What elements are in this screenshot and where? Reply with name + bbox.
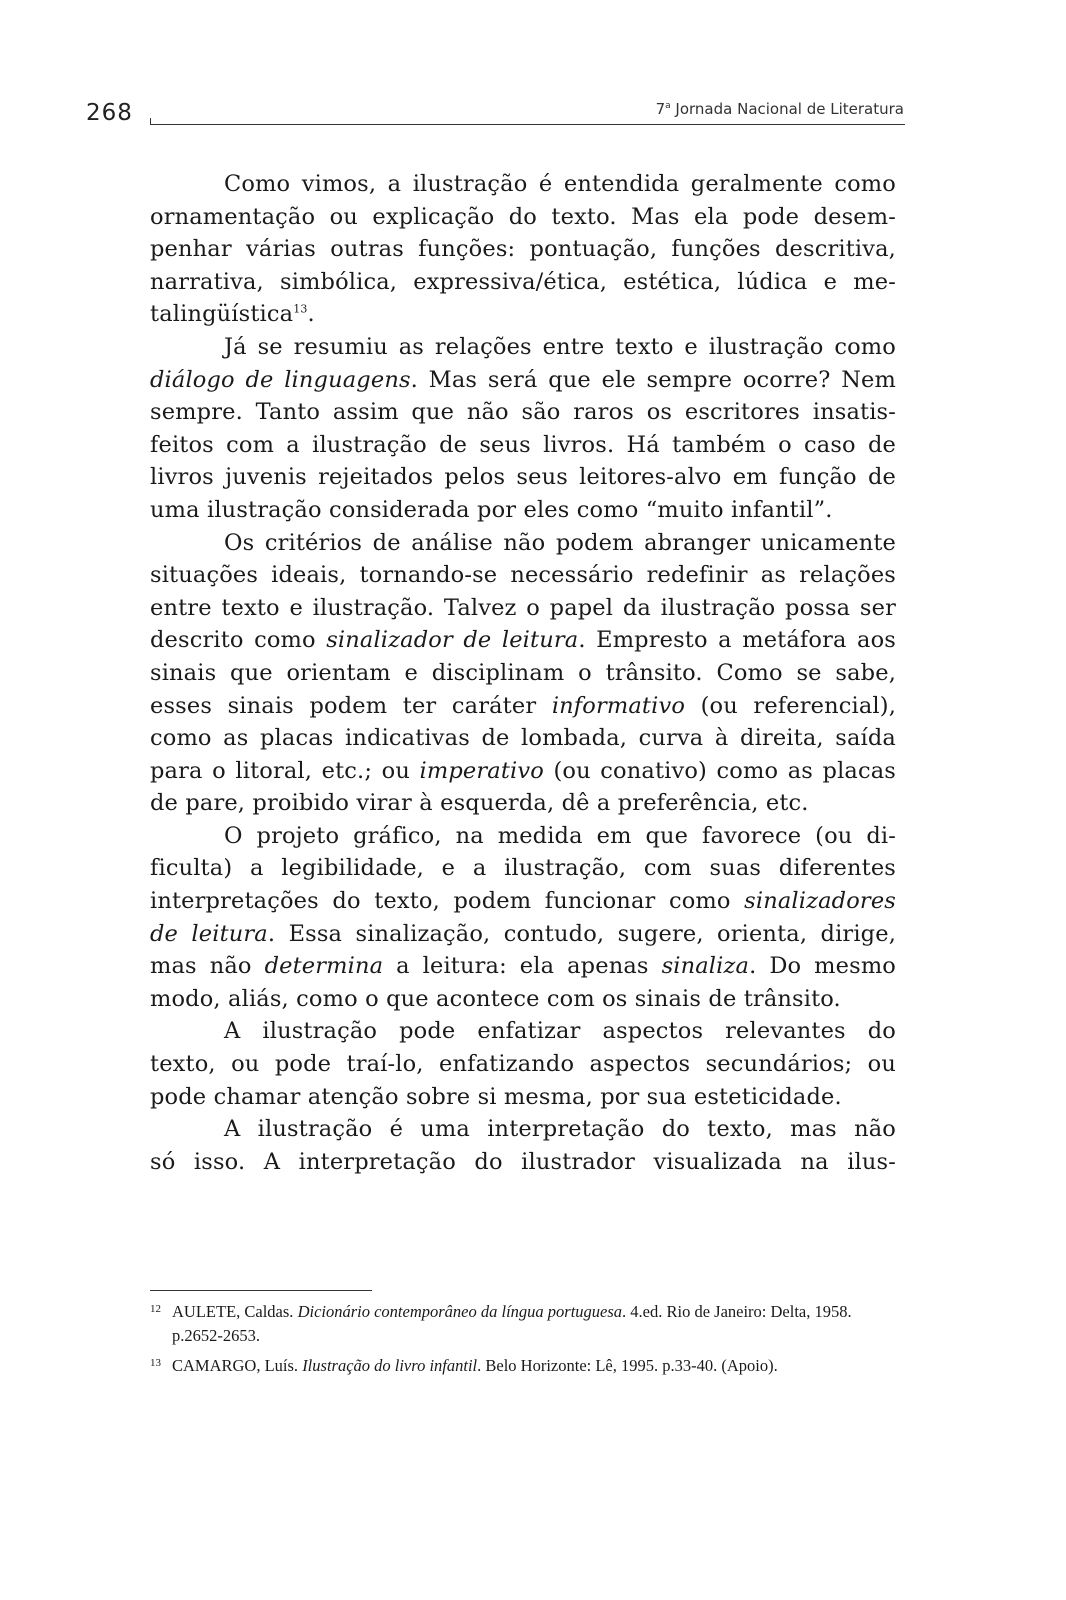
running-title [656, 100, 904, 118]
italic-run: Ilustração do livro infantil [302, 1356, 478, 1375]
text-line [150, 527, 896, 560]
text-line [150, 592, 896, 625]
text-run: . [307, 301, 315, 328]
text-line [150, 885, 896, 918]
text-run: . Belo Horizonte: Lê, 1995. p.33-40. (Apoio). [477, 1356, 778, 1375]
text-run: talingüística [150, 301, 294, 328]
text-line [150, 233, 896, 266]
text-run: . Mas será que ele sempre ocorre? Nem [410, 366, 896, 393]
text-line [150, 364, 896, 397]
running-title-sup: a [665, 101, 671, 111]
text-run: penhar várias outras funções: pontuação, funções descritiva, [150, 236, 896, 263]
text-run: pode chamar atenção sobre si mesma, por sua esteticidade. [150, 1083, 842, 1110]
text-line [150, 657, 896, 690]
text-run: AULETE, Caldas. [172, 1302, 298, 1321]
text-line [150, 950, 896, 983]
text-run: modo, aliás, como o que acontece com os sinais de trânsito. [150, 985, 841, 1012]
text-run: de pare, proibido virar à esquerda, dê a preferência, etc. [150, 790, 809, 817]
text-run: A ilustração é uma interpretação do texto, mas não [224, 1116, 896, 1143]
text-line [150, 201, 896, 234]
text-run: Já se resumiu as relações entre texto e ilustração como [224, 333, 896, 360]
text-run: texto, ou pode traí-lo, enfatizando aspectos secundários; ou [150, 1051, 896, 1078]
text-run: A ilustração pode enfatizar aspectos relevantes do [224, 1018, 896, 1045]
text-run: Como vimos, a ilustração é entendida geralmente como [224, 171, 896, 197]
text-run: situações ideais, tornando-se necessário redefinir as relações [150, 562, 896, 589]
text-line [150, 266, 896, 299]
text-run: Os critérios de análise não podem abranger unicamente [224, 529, 896, 556]
text-run: a leitura: ela apenas [383, 953, 662, 980]
text-run: ornamentação ou explicação do texto. Mas ela pode desem- [150, 203, 896, 230]
text-run: . Empresto a metáfora aos [578, 627, 897, 654]
footnote-number: 13 [150, 1357, 161, 1369]
italic-run: diálogo de linguagens [150, 366, 411, 393]
text-run: entre texto e ilustração. Talvez o papel da ilustração possa ser [150, 594, 896, 621]
text-line [150, 755, 896, 788]
text-run: ficulta) a legibilidade, e a ilustração, com suas diferentes [150, 855, 896, 882]
text-run: feitos com a ilustração de seus livros. Há também o caso de [150, 431, 896, 458]
text-line [150, 918, 896, 951]
text-run: como as placas indicativas de lombada, curva à direita, saída [150, 725, 896, 752]
text-run: (ou referencial), [685, 692, 896, 719]
text-run: narrativa, simbólica, expressiva/ética, estética, lúdica e me- [150, 268, 896, 295]
italic-run: Dicionário contemporâneo da língua portuguesa [297, 1302, 623, 1321]
text-line [150, 852, 896, 885]
text-line [150, 1015, 896, 1048]
text-line [150, 1113, 896, 1146]
text-line [150, 1146, 896, 1179]
footnote [150, 1300, 895, 1348]
text-run: interpretações do texto, podem funcionar como [150, 888, 745, 915]
body-text [150, 168, 896, 1178]
text-run: livros juvenis rejeitados pelos seus leitores-alvo em função de [150, 464, 896, 491]
footnotes [150, 1300, 895, 1384]
text-run: CAMARGO, Luís. [172, 1356, 303, 1375]
text-line [150, 983, 896, 1016]
text-run: . Essa sinalização, contudo, sugere, orienta, dirige, [267, 920, 896, 947]
text-line [150, 787, 896, 820]
text-run: O projeto gráfico, na medida em que favorece (ou di- [224, 822, 896, 849]
text-line [150, 494, 896, 527]
footnote-ref: 13 [293, 302, 308, 316]
footnote-number: 12 [150, 1303, 161, 1315]
text-run: esses sinais podem ter caráter [150, 692, 552, 719]
text-line [150, 559, 896, 592]
text-line [150, 1081, 896, 1114]
text-run: . Do mesmo [749, 953, 896, 980]
text-line [150, 331, 896, 364]
header-rule [150, 124, 905, 125]
text-line [150, 722, 896, 755]
italic-run: sinalizadores [744, 888, 896, 915]
text-run: sinais que orientam e disciplinam o trânsito. Como se sabe, [150, 659, 896, 686]
italic-run: informativo [551, 692, 686, 719]
text-line [150, 429, 896, 462]
text-line [150, 396, 896, 429]
italic-run: de leitura [150, 920, 268, 947]
text-run: para o litoral, etc.; ou [150, 757, 420, 784]
page-number: 268 [86, 100, 133, 126]
text-line [150, 461, 896, 494]
italic-run: determina [264, 953, 384, 980]
text-line [150, 168, 896, 201]
running-title-rest: Jornada Nacional de Literatura [670, 100, 904, 118]
text-run: sempre. Tanto assim que não são raros os escritores insatis- [150, 399, 896, 426]
text-line [150, 820, 896, 853]
text-run: mas não [150, 953, 265, 980]
text-run: uma ilustração considerada por eles como “muito infantil”. [150, 496, 833, 523]
text-run: (ou conativo) como as placas [543, 757, 896, 784]
text-run: . 4.ed. Rio de Janeiro: Delta, 1958. p.2652-2653. [172, 1302, 852, 1345]
text-line [150, 1048, 896, 1081]
italic-run: imperativo [419, 757, 544, 784]
text-line [150, 690, 896, 723]
footnote [150, 1354, 895, 1378]
text-line [150, 298, 896, 331]
italic-run: sinaliza [661, 953, 750, 980]
text-run: só isso. A interpretação do ilustrador visualizada na ilus- [150, 1148, 896, 1175]
running-title-prefix: 7 [655, 100, 666, 118]
text-line [150, 624, 896, 657]
footnote-rule [150, 1290, 372, 1291]
text-run: descrito como [150, 627, 327, 654]
italic-run: sinalizador de leitura [326, 627, 579, 654]
